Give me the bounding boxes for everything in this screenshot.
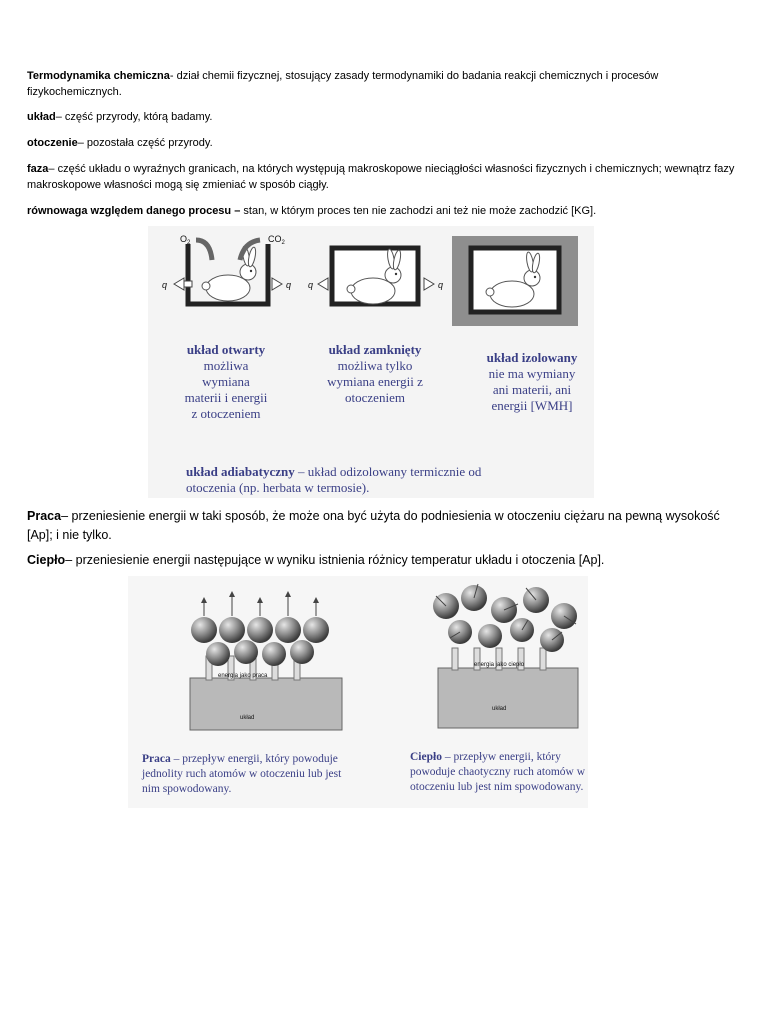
q-label: q: [308, 280, 314, 290]
svg-text:ani materii, ani: ani materii, ani: [492, 382, 572, 397]
svg-text:wymiana energii z: wymiana energii z: [327, 374, 423, 389]
q-label: q: [286, 280, 292, 290]
energy-label: energia jako praca: [218, 673, 268, 679]
svg-text:układ adiabatyczny – układ odi: układ adiabatyczny – układ odizolowany termicznie od: [186, 464, 482, 479]
svg-text:nim spowodowany.: nim spowodowany.: [142, 783, 232, 795]
svg-text:możliwa tylko: możliwa tylko: [337, 358, 413, 373]
svg-text:otoczeniu lub jest nim spowodo: otoczeniu lub jest nim spowodowany.: [410, 781, 584, 793]
svg-text:układ zamknięty: układ zamknięty: [328, 342, 422, 357]
co2-label: $CO_2$: [268, 234, 285, 246]
o2-label: $O_2$: [180, 234, 191, 246]
system-label: układ: [240, 715, 255, 721]
svg-text:możliwa: możliwa: [203, 358, 249, 373]
svg-text:otoczenia (np. herbata w termo: otoczenia (np. herbata w termosie).: [186, 480, 370, 495]
svg-text:Praca – przepływ energii, któr: Praca – przepływ energii, który powoduje: [142, 753, 338, 765]
svg-text:Ciepło – przepływ energii, któ: Ciepło – przepływ energii, który: [410, 751, 561, 763]
definition-phase: faza– część układu o wyraźnych granicach, na których występują makroskopowe nieciągłości własności fizycznych i chemicznych; wewnątrz fazy makroskopowe własności mogą się zmieniać w sposób ciągły.: [27, 163, 735, 191]
energy-label: energia jako ciepło: [474, 662, 525, 668]
svg-text:układ izolowany: układ izolowany: [486, 350, 578, 365]
q-label: q: [162, 280, 168, 290]
svg-text:energii [WMH]: energii [WMH]: [491, 398, 573, 413]
definition-surroundings: otoczenie– pozostała część przyrody.: [27, 137, 213, 149]
definition-system: układ– część przyrody, którą badamy.: [27, 111, 213, 123]
system-label: układ: [492, 706, 507, 712]
isolated-system-diagram: [452, 236, 578, 326]
work-heat-figure: [128, 576, 588, 808]
svg-text:układ otwarty: układ otwarty: [186, 342, 266, 357]
svg-text:otoczeniem: otoczeniem: [345, 390, 405, 405]
svg-text:materii i energii: materii i energii: [184, 390, 268, 405]
svg-text:powoduje chaotyczny ruch atomó: powoduje chaotyczny ruch atomów w: [410, 766, 586, 778]
definition-work: Praca– przeniesienie energii w taki sposób, że może ona być użyta do podniesienia w otoczeniu ciężaru na pewną wysokość [Ap]; i nie tylko.: [27, 509, 720, 542]
svg-text:wymiana: wymiana: [202, 374, 250, 389]
heat-caption: [410, 751, 586, 793]
definition-equilibrium: równowaga względem danego procesu – stan, w którym proces ten nie zachodzi ani też nie może zachodzić [KG].: [27, 205, 597, 217]
isolated-system-caption: [487, 350, 578, 413]
svg-text:nie ma wymiany: nie ma wymiany: [488, 366, 576, 381]
svg-text:z otoczeniem: z otoczeniem: [191, 406, 261, 421]
system-types-figure: [148, 226, 594, 498]
definition-thermodynamics: Termodynamika chemiczna- dział chemii fizycznej, stosujący zasady termodynamiki do badania reakcji chemicznych i procesów fizykochemicznych.: [27, 70, 659, 98]
q-label: q: [438, 280, 444, 290]
svg-text:jednolity ruch atomów w otocze: jednolity ruch atomów w otoczeniu lub jest: [142, 768, 342, 780]
definition-heat: Ciepło– przeniesienie energii następujące w wyniku istnienia różnicy temperatur układu i otoczenia [Ap].: [27, 553, 605, 567]
